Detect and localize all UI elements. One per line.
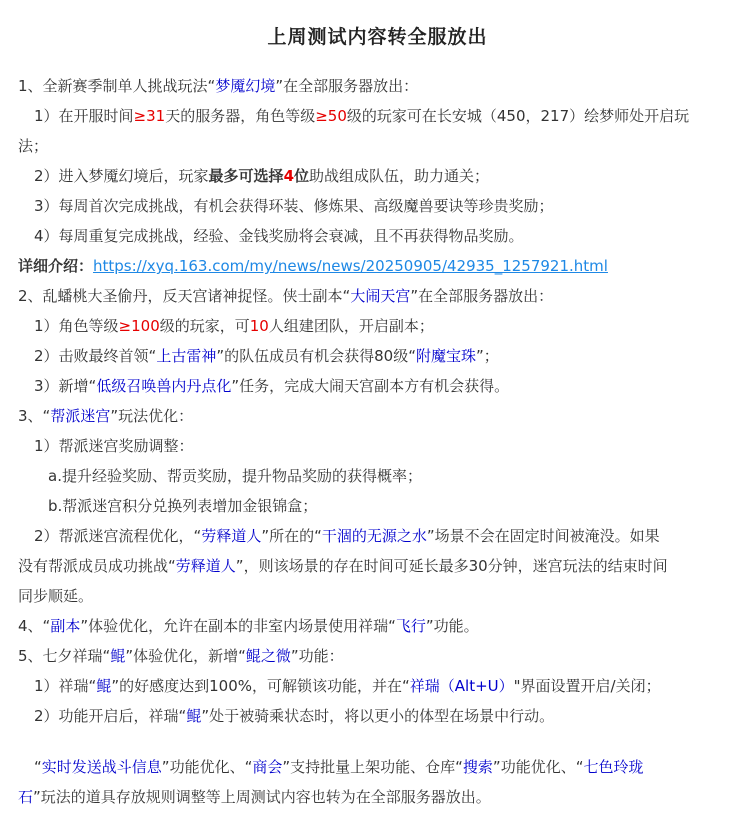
item3-sub2-end: 同步顺延。 [18,587,94,605]
item2-sub3: 3）新增“低级召唤兽内丹点化”任务，完成大闹天宫副本方有机会获得。 [34,377,510,395]
footer-line2: 石”玩法的道具存放规则调整等上周测试内容也转为在全部服务器放出。 [18,788,491,806]
item5-sub2: 2）功能开启后，祥瑞“鲲”处于被骑乘状态时，将以更小的体型在场景中行动。 [34,707,555,725]
item3-sub2: 2）帮派迷宫流程优化，“劳释道人”所在的“干涸的无源之水”场景不会在固定时间被淹没。如果 [34,527,660,545]
item2-sub1: 1）角色等级≥100级的玩家，可10人组建团队，开启副本； [34,317,434,335]
item4: 4、“副本”体验优化，允许在副本的非室内场景使用祥瑞“飞行”功能。 [18,617,479,635]
highlight-havoc-heaven: 大闹天宫 [350,287,411,305]
item3-sub1-a: a.提升经验奖励、帮贡奖励，提升物品奖励的获得概率； [48,467,422,485]
item1-sub3: 3）每周首次完成挑战，有机会获得环装、修炼果、高级魔兽要诀等珍贵奖励； [34,197,554,215]
detail-row [18,255,608,277]
item1-sub1: 1）在开服时间≥31天的服务器，角色等级≥50级的玩家可在长安城（450，217）绘梦师处开启玩 [34,107,690,125]
item1-intro: 1、全新赛季制单人挑战玩法“梦魇幻境”在全部服务器放出： [18,77,419,95]
item2-intro: 2、乱蟠桃大圣偷丹，反天宫诸神捉怪。侠士副本“大闹天宫”在全部服务器放出： [18,287,554,305]
page-title: 上周测试内容转全服放出 [267,26,488,48]
item3-sub1-b: b.帮派迷宫积分兑换列表增加金银锦盒； [48,497,318,515]
item3-sub1: 1）帮派迷宫奖励调整： [34,437,194,455]
item3-intro: 3、“帮派迷宫”玩法优化： [18,407,194,425]
item1-sub2: 2）进入梦魇幻境后，玩家最多可选择4位助战组成队伍，助力通关； [34,167,490,185]
highlight-dream-realm: 梦魇幻境 [215,77,276,95]
item1-sub4: 4）每周重复完成挑战，经验、金钱奖励将会衰减，且不再获得物品奖励。 [34,227,524,245]
detail-link[interactable]: https://xyq.163.com/my/news/news/20250905/42935_1257921.html [93,257,608,275]
item1-sub1-cont: 法； [18,137,49,155]
footer-line1: “实时发送战斗信息”功能优化、“商会”支持批量上架功能、仓库“搜索”功能优化、“七色玲珑 [34,758,644,776]
item3-sub2-cont: 没有帮派成员成功挑战“劳释道人”，则该场景的存在时间可延长最多30分钟，迷宫玩法的结束时间 [18,557,668,575]
item5-sub1: 1）祥瑞“鲲”的好感度达到100%，可解锁该功能，并在“祥瑞（Alt+U）"界面设置开启/关闭； [34,677,661,695]
item2-sub2: 2）击败最终首领“上古雷神”的队伍成员有机会获得80级“附魔宝珠”； [34,347,499,365]
detail-label: 详细介绍： [18,257,94,275]
item5-intro: 5、七夕祥瑞“鲲”体验优化，新增“鲲之微”功能： [18,647,344,665]
